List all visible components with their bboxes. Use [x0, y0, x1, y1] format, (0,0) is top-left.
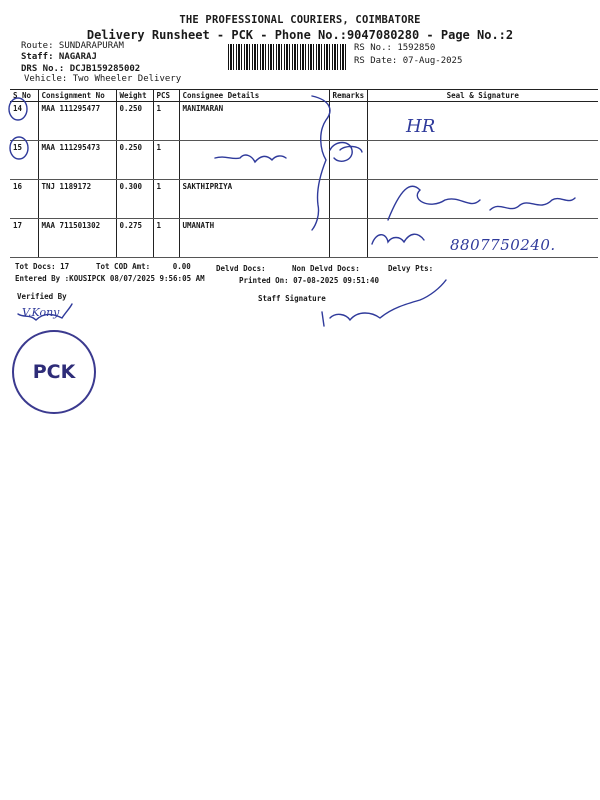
cell-consignment: MAA 111295477 — [38, 102, 116, 141]
cell-consignee: MANIMARAN — [179, 102, 329, 141]
total-cod: Tot COD Amt: 0.00 — [96, 262, 191, 271]
row16-signature — [388, 186, 480, 220]
runsheet-subtitle: Delivery Runsheet - PCK - Phone No.:9047080280 - Page No.:2 — [86, 28, 514, 42]
row-bracket — [312, 96, 330, 230]
total-docs: Tot Docs: 17 — [15, 262, 70, 271]
row15-signature — [215, 155, 286, 162]
rs-number: RS No.: 1592850 — [354, 43, 436, 53]
row16-tamil-sig — [490, 198, 575, 210]
cell-pcs: 1 — [153, 219, 179, 258]
hr-handwriting: HR — [406, 116, 436, 137]
col-consignee: Consignee Details — [179, 90, 329, 102]
cell-consignee: UMANATH — [179, 219, 329, 258]
col-remarks: Remarks — [329, 90, 367, 102]
cell-consignment: MAA 711501302 — [38, 219, 116, 258]
staff-label: Staff: NAGARAJ — [21, 52, 97, 62]
drs-label: DRS No.: DCJB159285002 — [21, 64, 141, 74]
cell-sno: 14 — [10, 102, 38, 141]
stamp-text: PCK — [32, 361, 76, 383]
circle-mark-15 — [10, 137, 28, 159]
verified-handwriting: V.Kony — [22, 306, 60, 319]
cell-weight: 0.275 — [116, 219, 153, 258]
rs-date: RS Date: 07-Aug-2025 — [354, 56, 463, 66]
col-pcs: PCS — [153, 90, 179, 102]
cell-sno: 16 — [10, 180, 38, 219]
cell-weight: 0.300 — [116, 180, 153, 219]
company-title: THE PROFESSIONAL COURIERS, COIMBATORE — [179, 14, 421, 26]
col-consignment: Consignment No — [38, 90, 116, 102]
remarks-scribble — [330, 143, 362, 162]
phone-handwriting: 8807750240. — [450, 236, 556, 254]
cell-weight: 0.250 — [116, 141, 153, 180]
cell-pcs: 1 — [153, 141, 179, 180]
delivered-docs: Delvd Docs: — [216, 264, 266, 273]
pck-stamp — [12, 330, 96, 414]
col-seal-signature: Seal & Signature — [367, 90, 598, 102]
staff-signature-label: Staff Signature — [258, 294, 326, 303]
route-label: Route: SUNDARAPURAM — [21, 41, 124, 51]
delivery-points: Delvy Pts: — [388, 264, 434, 273]
cell-consignment: MAA 111295473 — [38, 141, 116, 180]
printed-on: Printed On: 07-08-2025 09:51:40 — [239, 276, 379, 285]
cell-sno: 17 — [10, 219, 38, 258]
verified-by-label: Verified By — [17, 292, 67, 301]
col-sno: S No — [10, 90, 38, 102]
col-weight: Weight — [116, 90, 153, 102]
circle-mark-14 — [9, 98, 27, 120]
entered-by: Entered By :KOUSIPCK 08/07/2025 9:56:05 AM — [15, 274, 205, 283]
vehicle-label: Vehicle: Two Wheeler Delivery — [24, 74, 182, 84]
cell-consignment: TNJ 1189172 — [38, 180, 116, 219]
cell-sno: 15 — [10, 141, 38, 180]
non-delivered-docs: Non Delvd Docs: — [292, 264, 360, 273]
staff-signature-mark — [322, 280, 446, 326]
row17-sig — [372, 234, 424, 244]
cell-consignee: SAKTHIPRIYA — [179, 180, 329, 219]
cell-pcs: 1 — [153, 180, 179, 219]
cell-pcs: 1 — [153, 102, 179, 141]
cell-weight: 0.250 — [116, 102, 153, 141]
